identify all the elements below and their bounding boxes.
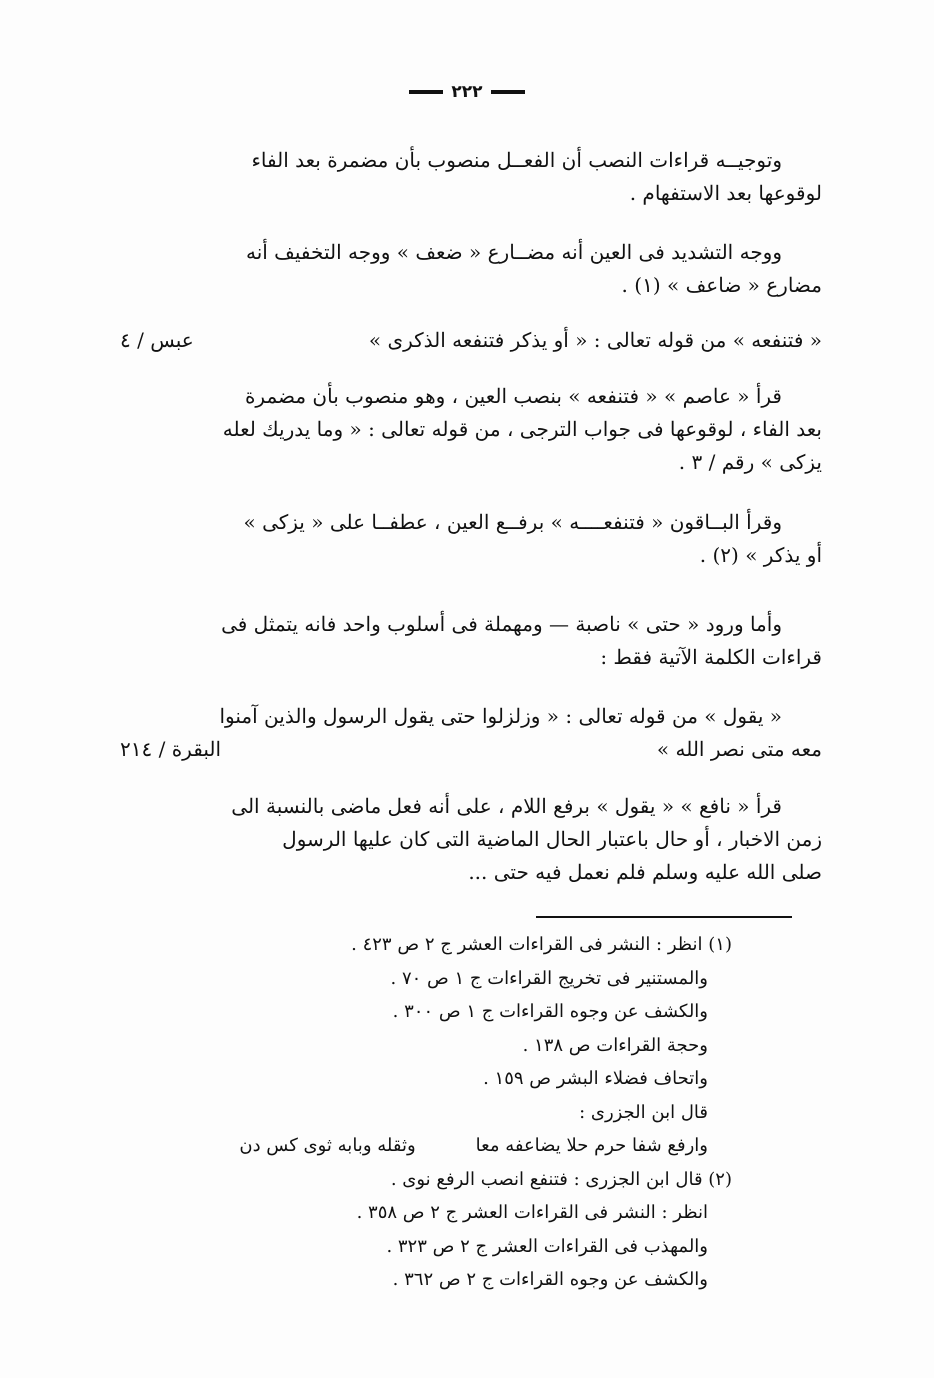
footnote-line: والكشف عن وجوه القراءات ج ١ ص ٣٠٠ . <box>392 1001 708 1022</box>
verse-heading-fatanfaahu <box>112 324 822 357</box>
paragraph-8 <box>112 790 822 889</box>
footnote-line: والمهذب فى القراءات العشر ج ٢ ص ٣٢٣ . <box>386 1235 708 1257</box>
footnote-poem <box>120 1129 732 1163</box>
paragraph-line: وأما ورود « حتى » ناصبة — ومهملة فى أسلوب واحد فانه يتمثل فى <box>221 612 782 636</box>
verse-reference: البقرة / ٢١٤ <box>120 737 222 761</box>
paragraph-line: زمن الاخبار ، أو حال باعتبار الحال الماضية التى كان عليها الرسول <box>282 827 822 851</box>
verse-line: « يقول » من قوله تعالى : « وزلزلوا حتى يقول الرسول والذين آمنوا <box>219 704 782 728</box>
footnotes <box>120 928 732 1297</box>
poem-hemistich-1: وارفع شفا حرم حلا يضاعفه معا <box>475 1135 708 1156</box>
footnote-line: (١) انظر : النشر فى القراءات العشر ج ٢ ص ٤٢٣ . <box>351 934 732 955</box>
paragraph-line: ووجه التشديد فى العين أنه مضــارع « ضعف » ووجه التخفيف أنه <box>245 240 782 264</box>
footnote-line: والمستنير فى تخريج القراءات ج ١ ص ٧٠ . <box>390 967 708 989</box>
paragraph-line: أو يذكر » (٢) . <box>699 543 822 567</box>
paragraph-line: وقرأ البــاقون « فتنفعــــه » برفــع العين ، عطفــا على « يزكى » <box>243 510 782 534</box>
footnote-line: واتحاف فضلاء البشر ص ١٥٩ . <box>483 1068 708 1089</box>
paragraph-line: لوقوعها بعد الاستفهام . <box>629 181 822 205</box>
paragraph-4 <box>112 380 822 479</box>
verse-line-text: معه متى نصر الله » <box>656 737 822 761</box>
verse-heading-text: « فتنفعه » من قوله تعالى : « أو يذكر فتنفعه الذكرى » <box>368 328 822 352</box>
paragraph-5 <box>112 506 822 572</box>
page-number-ornament-left <box>409 90 443 94</box>
verse-line-2 <box>112 733 822 766</box>
page-number-ornament-right <box>491 90 525 94</box>
paragraph-line: قراءات الكلمة الآتية فقط : <box>600 645 822 669</box>
verse-heading-yaqulu <box>112 700 822 733</box>
footnote-separator <box>536 916 792 918</box>
paragraph-line: بعد الفاء ، لوقوعها فى جواب الترجى ، من قوله تعالى : « وما يدريك لعله <box>222 417 822 441</box>
page-number <box>0 82 934 102</box>
paragraph-1 <box>112 144 822 210</box>
verse-reference: عبس / ٤ <box>120 328 194 352</box>
poem-hemistich-2: وثقله وبابه ثوى كس دن <box>239 1135 416 1156</box>
paragraph-line: قرأ « عاصم » « فتنفعه » بنصب العين ، وهو منصوب بأن مضمرة <box>244 384 782 408</box>
footnote-line: وحجة القراءات ص ١٣٨ . <box>522 1034 708 1056</box>
paragraph-line: يزكى » رقم / ٣ . <box>678 450 822 474</box>
paragraph-line: صلى الله عليه وسلم فلم نعمل فيه حتى ... <box>468 860 822 884</box>
footnote-line: (٢) قال ابن الجزرى : فتنفع انصب الرفع نوى . <box>390 1168 732 1190</box>
paragraph-line: وتوجيــه قراءات النصب أن الفعــل منصوب بأن مضمرة بعد الفاء <box>251 148 782 172</box>
paragraph-6 <box>112 608 822 674</box>
paragraph-line: قرأ « نافع » « يقول » برفع اللام ، على أنه فعل ماضى بالنسبة الى <box>231 794 782 818</box>
page-number-text: ٢٢٢ <box>451 82 483 102</box>
footnote-line: والكشف عن وجوه القراءات ج ٢ ص ٣٦٢ . <box>392 1269 708 1290</box>
footnote-line: قال ابن الجزرى : <box>579 1101 708 1123</box>
paragraph-line: مضارع « ضاعف » (١) . <box>621 273 822 297</box>
footnote-line: انظر : النشر فى القراءات العشر ج ٢ ص ٣٥٨ . <box>356 1202 708 1223</box>
paragraph-2 <box>112 236 822 302</box>
